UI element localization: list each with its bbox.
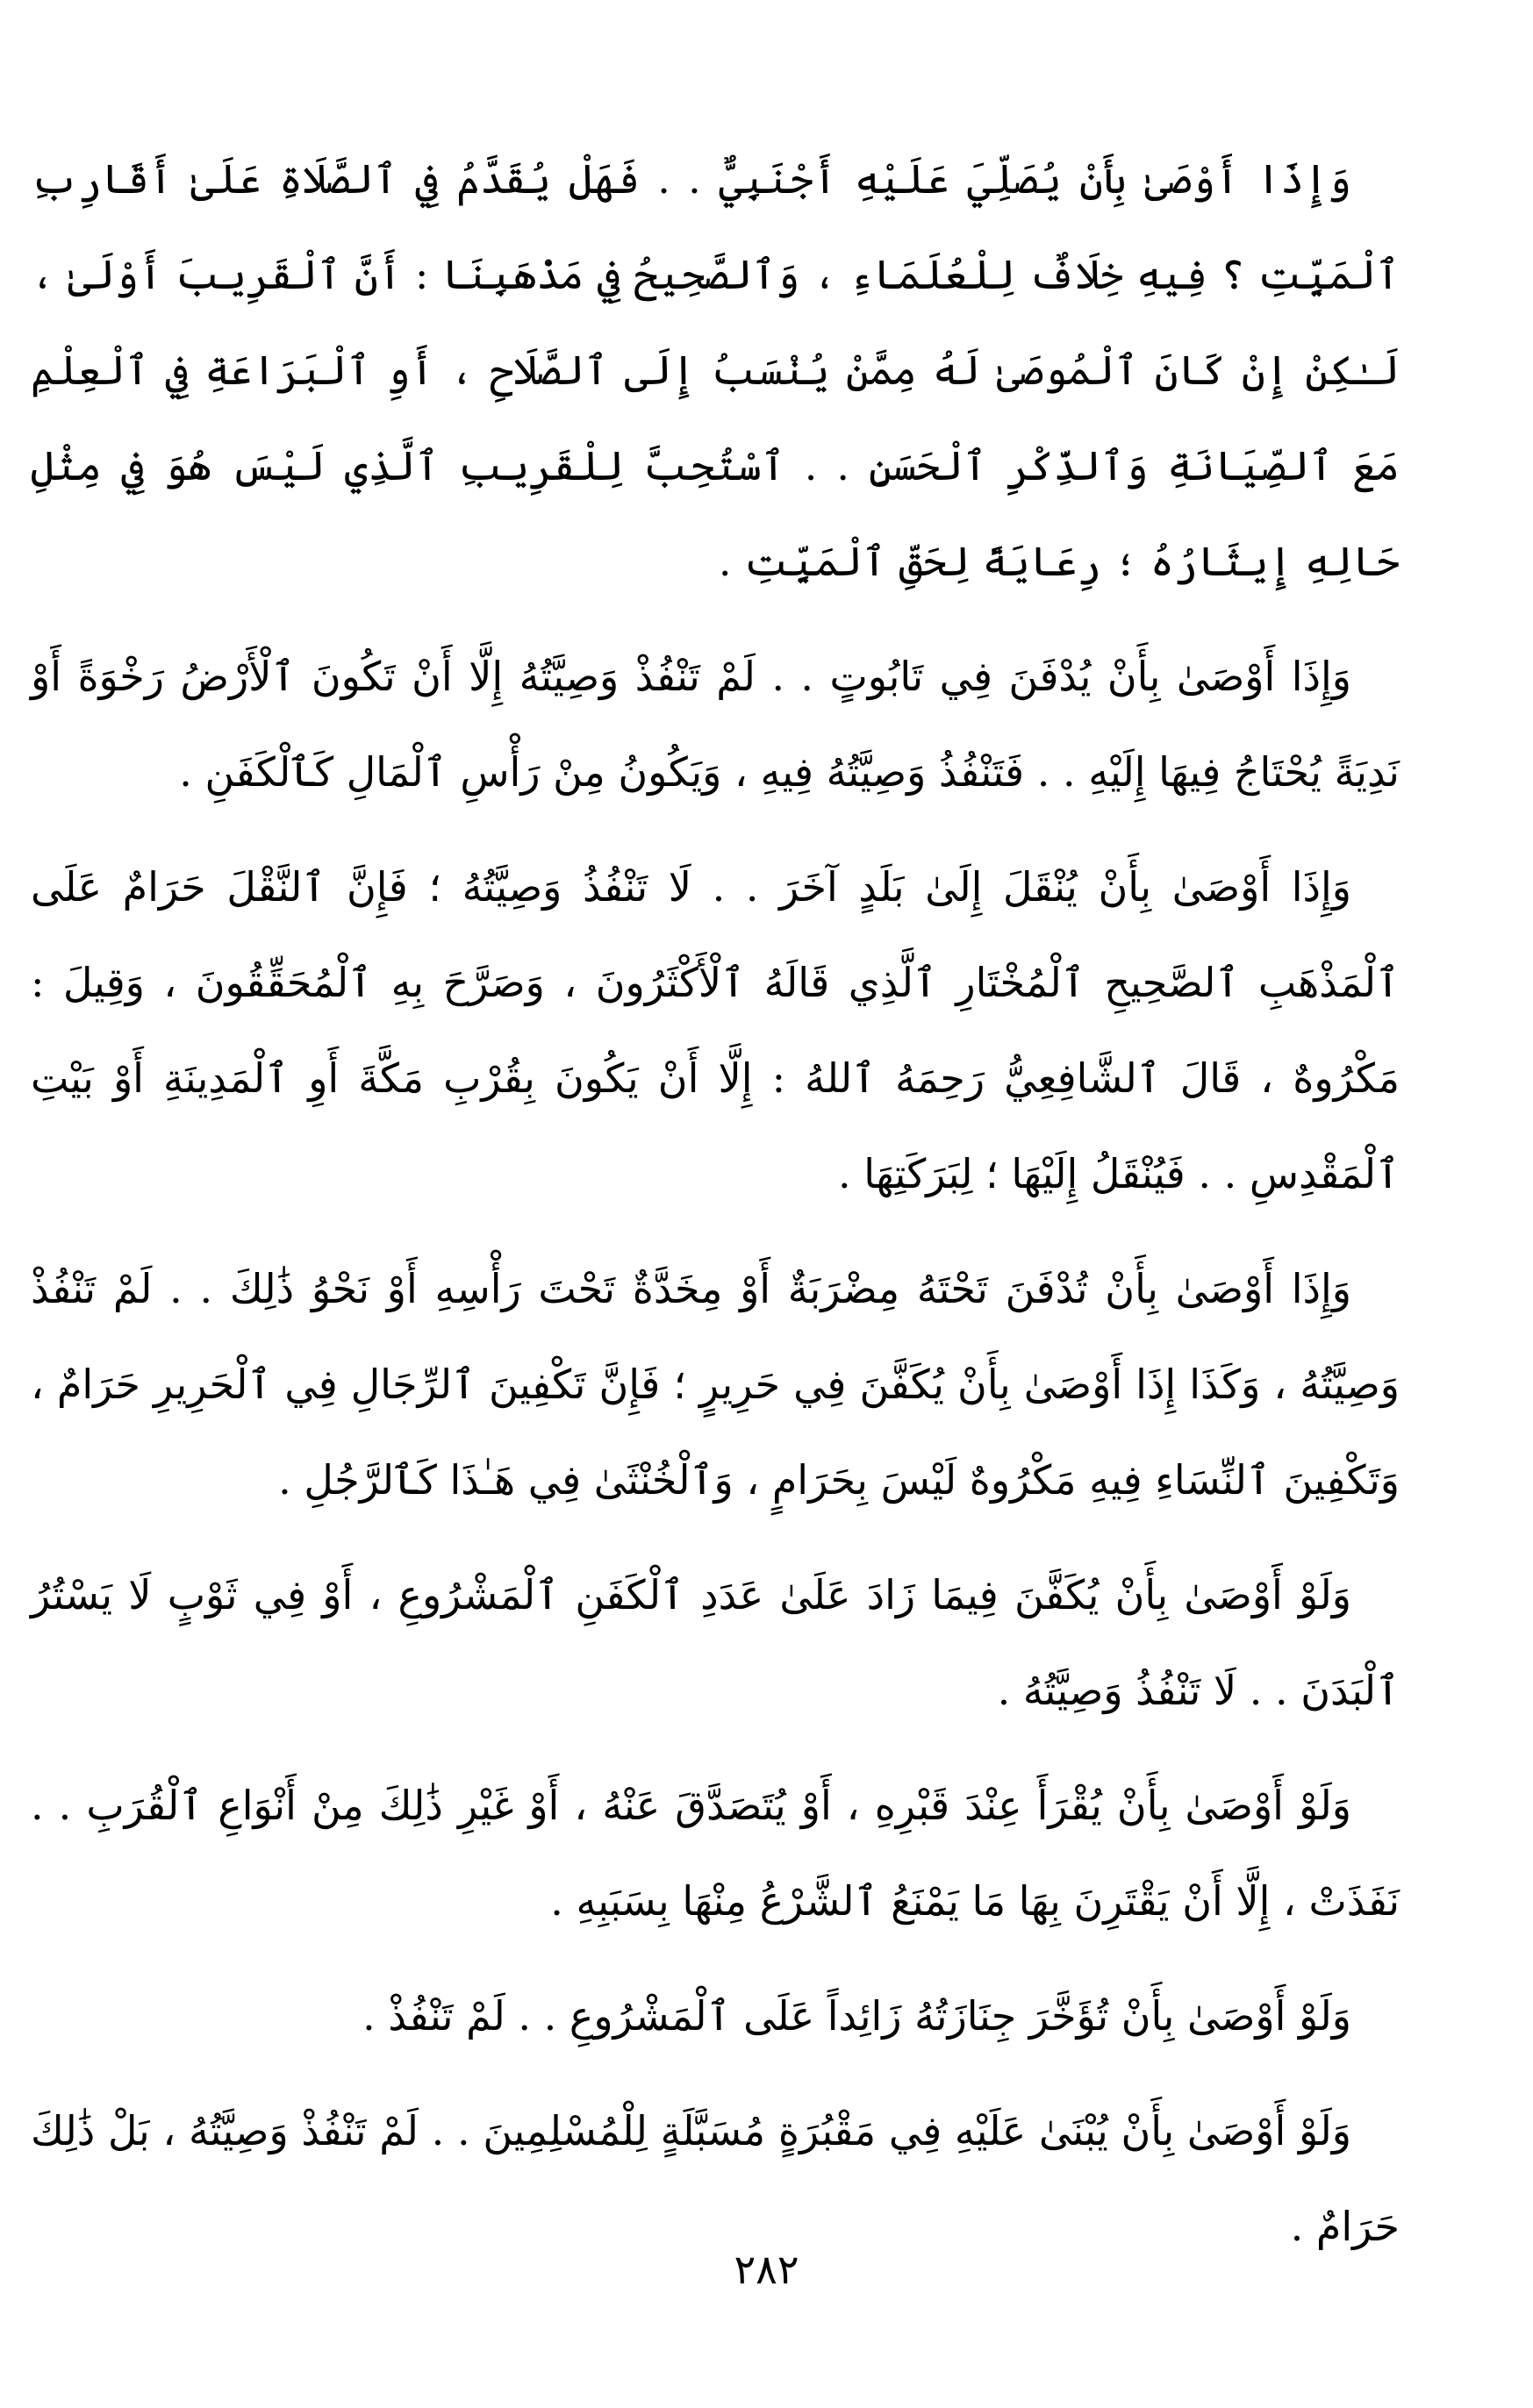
paragraph-3: وَإِذَا أَوْصَىٰ بِأَنْ يُنْقَلَ إِلَىٰ بَلَدٍ آخَرَ . . لَا تَنْفُذُ وَصِيَّتُهُ ؛ فَإِنَّ ٱلنَّقْلَ حَرَامٌ عَلَى ٱلْمَذْهَبِ ٱلصَّحِيحِ ٱلْمُخْتَارِ ٱلَّذِي قَالَهُ ٱلْأَكْثَرُونَ ، وَصَرَّحَ بِهِ ٱلْمُحَقِّقُونَ ، وَقِيلَ : مَكْرُوهٌ ، قَالَ ٱلشَّافِعِيُّ رَحِمَهُ ٱللهُ : إِلَّا أَنْ يَكُونَ بِقُرْبِ مَكَّةَ أَوِ ٱلْمَدِينَةِ أَوْ بَيْتِ ٱلْمَقْدِسِ . . فَيُنْقَلُ إِلَيْهَا ؛ لِبَرَكَتِهَا . bbox=[31, 863, 1400, 1197]
paragraph-5: وَلَوْ أَوْصَىٰ بِأَنْ يُكَفَّنَ فِيمَا زَادَ عَلَىٰ عَدَدِ ٱلْكَفَنِ ٱلْمَشْرُوعِ ، أَوْ فِي ثَوْبٍ لَا يَسْتُرُ ٱلْبَدَنَ . . لَا تَنْفُذُ وَصِيَّتُهُ . bbox=[31, 1571, 1400, 1714]
paragraph-8: وَلَوْ أَوْصَىٰ بِأَنْ يُبْنَىٰ عَلَيْهِ فِي مَقْبُرَةٍ مُسَبَّلَةٍ لِلْمُسْلِمِينَ . . لَمْ تَنْفُذْ وَصِيَّتُهُ ، بَلْ ذَٰلِكَ حَرَامٌ . bbox=[31, 2107, 1400, 2250]
page-body bbox=[31, 132, 1400, 2294]
paragraph-1: وَإِذَا أَوْصَىٰ بِأَنْ يُصَلِّيَ عَلَيْهِ أَجْنَبِيٌّ . . فَهَلْ يُقَدَّمُ فِي ٱلصَّلَاةِ عَلَىٰ أَقَارِبِ ٱلْمَيِّتِ ؟ فِيهِ خِلَافٌ لِلْعُلَمَاءِ ، وَٱلصَّحِيحُ فِي مَذْهَبِنَا : أَنَّ ٱلْقَرِيبَ أَوْلَىٰ ، لَـٰكِنْ إِنْ كَانَ ٱلْمُوصَىٰ لَهُ مِمَّنْ يُنْسَبُ إِلَى ٱلصَّلَاحِ ، أَوِ ٱلْبَرَاعَةِ فِي ٱلْعِلْمِ مَعَ ٱلصِّيَانَةِ وَٱلذِّكْرِ ٱلْحَسَنِ . . ٱسْتُحِبَّ لِلْقَرِيبِ ٱلَّذِي لَيْسَ هُوَ فِي مِثْلِ حَالِهِ إِيثَارُهُ ؛ رِعَايَةً لِحَقِّ ٱلْمَيِّتِ . bbox=[31, 155, 1400, 585]
page-number: ٢٨٢ bbox=[734, 2246, 799, 2293]
paragraph-7: وَلَوْ أَوْصَىٰ بِأَنْ تُؤَخَّرَ جِنَازَتُهُ زَائِداً عَلَى ٱلْمَشْرُوعِ . . لَمْ تَنْفُذْ . bbox=[362, 1992, 1351, 2040]
paragraph-6: وَلَوْ أَوْصَىٰ بِأَنْ يُقْرَأَ عِنْدَ قَبْرِهِ ، أَوْ يُتَصَدَّقَ عَنْهُ ، أَوْ غَيْرِ ذَٰلِكَ مِنْ أَنْوَاعِ ٱلْقُرَبِ . . نَفَذَتْ ، إِلَّا أَنْ يَقْتَرِنَ بِهَا مَا يَمْنَعُ ٱلشَّرْعُ مِنْهَا بِسَبَبِهِ . bbox=[31, 1782, 1400, 1925]
paragraph-4: وَإِذَا أَوْصَىٰ بِأَنْ تُدْفَنَ تَحْتَهُ مِضْرَبَةٌ أَوْ مِخَدَّةٌ تَحْتَ رَأْسِهِ أَوْ نَحْوُ ذَٰلِكَ . . لَمْ تَنْفُذْ وَصِيَّتُهُ ، وَكَذَا إِذَا أَوْصَىٰ بِأَنْ يُكَفَّنَ فِي حَرِيرٍ ؛ فَإِنَّ تَكْفِينَ ٱلرِّجَالِ فِي ٱلْحَرِيرِ حَرَامٌ ، وَتَكْفِينَ ٱلنِّسَاءِ فِيهِ مَكْرُوهٌ لَيْسَ بِحَرَامٍ ، وَٱلْخُنْثَىٰ فِي هَـٰذَا كَٱلرَّجُلِ . bbox=[31, 1265, 1400, 1504]
paragraph-2: وَإِذَا أَوْصَىٰ بِأَنْ يُدْفَنَ فِي تَابُوتٍ . . لَمْ تَنْفُذْ وَصِيَّتُهُ إِلَّا أَنْ تَكُونَ ٱلْأَرْضُ رَخْوَةً أَوْ نَدِيَةً يُحْتَاجُ فِيهَا إِلَيْهِ . . فَتَنْفُذُ وَصِيَّتُهُ فِيهِ ، وَيَكُونُ مِنْ رَأْسِ ٱلْمَالِ كَٱلْكَفَنِ . bbox=[31, 653, 1400, 796]
